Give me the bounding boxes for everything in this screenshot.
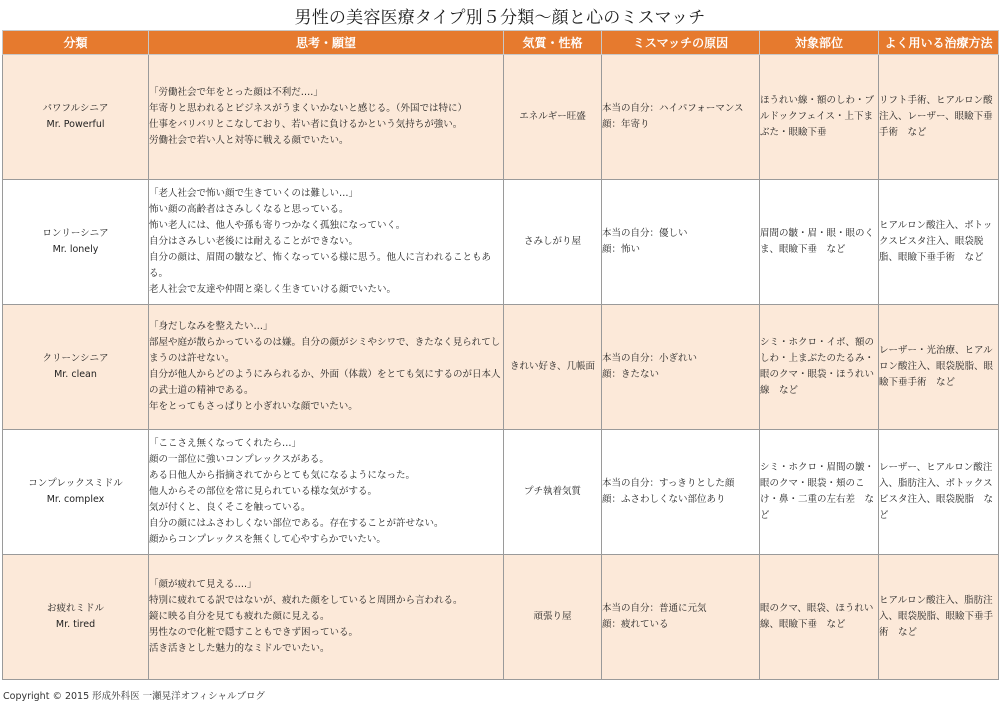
- mismatch-face: 顔：怖い: [602, 244, 641, 255]
- mismatch-cell: [602, 55, 760, 180]
- thought-line: 顔の一部位に強いコンプレックスがある。: [149, 454, 329, 465]
- target-cell: [760, 55, 879, 180]
- thought-line: 怖い顔の高齢者はさみしくなると思っている。: [149, 204, 349, 215]
- category-cell: [3, 305, 149, 430]
- thought-line: 「労働社会で年をとった顔は不利だ….」: [149, 87, 323, 98]
- thought-line: 「顔が疲れて見える….」: [149, 579, 257, 590]
- category-name-en: Mr. lonely: [52, 244, 99, 255]
- category-cell: [3, 555, 149, 680]
- thoughts-cell: [149, 430, 504, 555]
- mismatch-true-self: 本当の自分：普通に元気: [602, 603, 707, 614]
- thought-line: 男性なので化粧で隠すこともできず困っている。: [149, 627, 359, 638]
- target-text: シミ・ホクロ・眉間の皺・眼のクマ・眼袋・頬のこけ・鼻・二重の左右差 など: [760, 462, 875, 521]
- thought-line: ある日他人から指摘されてからとても気になるようになった。: [149, 470, 416, 481]
- mismatch-true-self: 本当の自分：すっきりとした顔: [602, 478, 735, 489]
- target-cell: [760, 555, 879, 680]
- header-category: 分類: [3, 31, 149, 55]
- mismatch-face: 顔：きたない: [602, 369, 660, 380]
- mismatch-face: 顔：ふさわしくない部位あり: [602, 494, 726, 505]
- header-target: 対象部位: [760, 31, 879, 55]
- thought-line: 特別に疲れてる訳ではないが、疲れた顔をしていると周囲から言われる。: [149, 595, 463, 606]
- header-mismatch: ミスマッチの原因: [602, 31, 760, 55]
- category-cell: [3, 430, 149, 555]
- copyright-footer: Copyright © 2015 形成外科医 一瀬晃洋オフィシャルブログ: [3, 691, 265, 702]
- treatment-text: ヒアルロン酸注入、ボトックスビスタ注入、眼袋脱脂、眼瞼下垂手術 など: [879, 220, 993, 263]
- category-name: クリーンシニア: [42, 353, 109, 364]
- thought-line: 老人社会で友達や仲間と楽しく生きていける顔でいたい。: [149, 284, 397, 295]
- thoughts-cell: [149, 180, 504, 305]
- mismatch-cell: [602, 180, 760, 305]
- target-text: ほうれい線・額のしわ・ブルドックフェイス・上下まぶた・眼瞼下垂: [760, 95, 875, 138]
- treatment-text: リフト手術、ヒアルロン酸注入、レーザー、眼瞼下垂手術 など: [879, 95, 993, 138]
- thought-line: 自分はさみしい老後には耐えることができない。: [149, 236, 359, 247]
- thought-line: 労働社会で若い人と対等に戦える顔でいたい。: [149, 135, 349, 146]
- table-header-row: [3, 31, 999, 55]
- header-thoughts: 思考・願望: [149, 31, 504, 55]
- thoughts-cell: [149, 555, 504, 680]
- mismatch-true-self: 本当の自分：ハイパフォーマンス: [602, 103, 744, 114]
- thought-line: 「身だしなみを整えたい…」: [149, 321, 273, 332]
- thought-line: 怖い老人には、他人や孫も寄りつかなく孤独になっていく。: [149, 220, 406, 231]
- target-cell: [760, 180, 879, 305]
- table-row: [3, 430, 999, 555]
- thought-line: 気が付くと、良くそこを触っている。: [149, 502, 311, 513]
- thought-line: 部屋や庭が散らかっているのは嫌。自分の顔がシミやシワで、きたなく見られてしまうのは許せない。: [149, 337, 501, 364]
- thought-line: 年寄りと思われるとビジネスがうまくいかないと感じる。（外国では特に）: [149, 103, 467, 114]
- mismatch-true-self: 本当の自分：小ぎれい: [602, 353, 698, 364]
- thought-line: 「ここさえ無くなってくれたら…」: [149, 438, 302, 449]
- temperament-cell: 頑張り屋: [504, 555, 602, 680]
- category-name: コンプレックスミドル: [28, 478, 123, 489]
- category-name-en: Mr. clean: [54, 369, 97, 380]
- mismatch-true-self: 本当の自分：優しい: [602, 228, 688, 239]
- temperament-cell: さみしがり屋: [504, 180, 602, 305]
- treatment-cell: [879, 55, 999, 180]
- treatment-cell: [879, 180, 999, 305]
- table-row: [3, 180, 999, 305]
- mismatch-cell: [602, 555, 760, 680]
- thought-line: 自分の顔は、眉間の皺など、怖くなっている様に思う。他人に言われることもある。: [149, 252, 492, 279]
- thought-line: 活き活きとした魅力的なミドルでいたい。: [149, 643, 330, 654]
- mismatch-face: 顔：年寄り: [602, 119, 650, 130]
- thought-line: 鏡に映る自分を見ても疲れた顔に見える。: [149, 611, 330, 622]
- thought-line: 他人からその部位を常に見られている様な気がする。: [149, 486, 378, 497]
- target-text: 眼のクマ、眼袋、ほうれい線、眼瞼下垂 など: [760, 603, 874, 630]
- header-temperament: 気質・性格: [504, 31, 602, 55]
- category-name: お疲れミドル: [46, 603, 104, 614]
- category-name-en: Mr. tired: [55, 619, 96, 630]
- category-name: パワフルシニア: [42, 103, 109, 114]
- table-row: [3, 55, 999, 180]
- temperament-cell: エネルギー旺盛: [504, 55, 602, 180]
- target-cell: [760, 305, 879, 430]
- treatment-text: レーザー・光治療、ヒアルロン酸注入、眼袋脱脂、眼瞼下垂手術 など: [879, 345, 994, 388]
- mismatch-face: 顔：疲れている: [602, 619, 669, 630]
- category-name: ロンリーシニア: [42, 228, 109, 239]
- table-row: [3, 555, 999, 680]
- table-row: [3, 305, 999, 430]
- classification-table: [2, 30, 999, 680]
- category-name-en: Mr. Powerful: [46, 119, 105, 130]
- category-cell: [3, 55, 149, 180]
- temperament-cell: プチ執着気質: [504, 430, 602, 555]
- thought-line: 年をとってもさっぱりと小ぎれいな顔でいたい。: [149, 401, 358, 412]
- thought-line: 仕事をバリバリとこなしており、若い者に負けるかという気持ちが強い。: [149, 119, 463, 130]
- header-treatment: よく用いる治療方法: [879, 31, 999, 55]
- thoughts-cell: [149, 305, 504, 430]
- target-cell: [760, 430, 879, 555]
- mismatch-cell: [602, 430, 760, 555]
- thought-line: 自分の顔にはふさわしくない部位である。存在することが許せない。: [149, 518, 444, 529]
- treatment-cell: [879, 430, 999, 555]
- treatment-text: レーザー、ヒアルロン酸注入、脂肪注入、ボトックスビスタ注入、眼袋脱脂 など: [879, 462, 994, 521]
- target-text: シミ・ホクロ・イボ、額のしわ・上まぶたのたるみ・眼のクマ・眼袋・ほうれい線 など: [760, 337, 875, 396]
- category-name-en: Mr. complex: [46, 494, 105, 505]
- thought-line: 自分が他人からどのようにみられるか、外面（体裁）をとても気にするのが日本人の武士道の精神である。: [149, 369, 501, 396]
- mismatch-cell: [602, 305, 760, 430]
- treatment-text: ヒアルロン酸注入、脂肪注入、眼袋脱脂、眼瞼下垂手術 など: [879, 595, 994, 638]
- target-text: 眉間の皺・眉・眼・眼のくま、眼瞼下垂 など: [760, 228, 875, 255]
- thoughts-cell: [149, 55, 504, 180]
- page-title: 男性の美容医療タイプ別５分類〜顔と心のミスマッチ: [294, 8, 706, 28]
- treatment-cell: [879, 555, 999, 680]
- thought-line: 「老人社会で怖い顔で生きていくのは難しい…」: [149, 188, 359, 199]
- treatment-cell: [879, 305, 999, 430]
- temperament-cell: きれい好き、几帳面: [504, 305, 602, 430]
- thought-line: 顔からコンプレックスを無くして心やすらかでいたい。: [149, 534, 386, 545]
- category-cell: [3, 180, 149, 305]
